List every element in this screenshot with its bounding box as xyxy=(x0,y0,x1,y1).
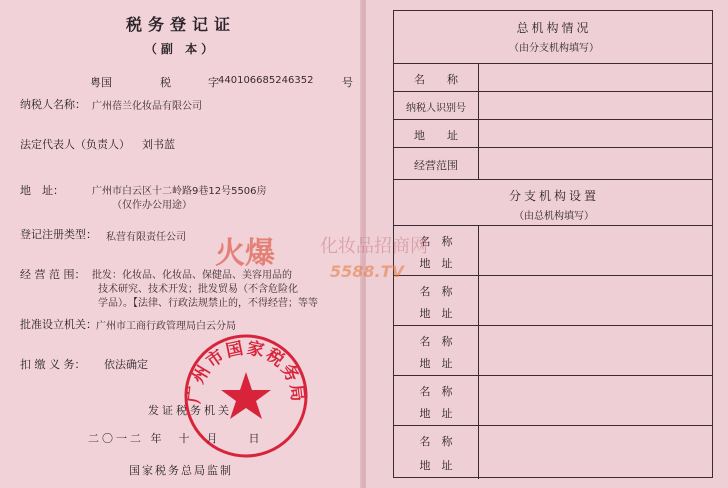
field-value-withholding: 依法确定 xyxy=(104,358,148,371)
branch-4-name: 名 称 xyxy=(419,385,453,398)
number-prefix: 粤国 xyxy=(90,76,112,89)
certificate-subtitle: （副 本） xyxy=(144,42,218,56)
field-value-reg-type: 私营有限责任公司 xyxy=(106,232,186,243)
branch-2-name: 名 称 xyxy=(419,285,453,298)
number-mid: 税 xyxy=(160,76,171,89)
field-value-address: 广州市白云区十二岭路9巷12号5506房 xyxy=(92,186,267,197)
field-value-address-note: （仅作办公用途） xyxy=(112,200,192,211)
number-char: 字 xyxy=(208,76,219,89)
field-label-legal-rep: 法定代表人（负责人） xyxy=(20,138,130,151)
tax-id-number: 440106685246352 xyxy=(218,75,314,86)
branch-title: 分支机构设置 xyxy=(508,189,599,203)
left-page xyxy=(0,0,362,488)
field-value-legal-rep: 刘书蓝 xyxy=(142,138,175,151)
branch-3-address: 地 址 xyxy=(419,357,453,370)
field-label-address: 地 址： xyxy=(20,184,64,197)
branch-3-name: 名 称 xyxy=(419,335,453,348)
field-label-taxpayer-name: 纳税人名称： xyxy=(20,98,86,111)
issue-date: 二〇一二 年 十 月 日 xyxy=(88,432,263,445)
branch-2-address: 地 址 xyxy=(419,307,453,320)
branch-subtitle: （由总机构填写） xyxy=(514,211,594,222)
field-label-business-scope: 经 营 范 围： xyxy=(20,268,86,281)
field-label-approval-authority: 批准设立机关： xyxy=(20,318,97,331)
branch-5-address: 地 址 xyxy=(419,459,453,472)
branch-info-table xyxy=(393,10,713,478)
field-value-business-scope-2: 技术研究、技术开发；批发贸易（不含危险化 xyxy=(98,284,298,295)
supervised-by: 国家税务总局监制 xyxy=(129,464,233,477)
field-value-approval-authority: 广州市工商行政管理局白云分局 xyxy=(96,321,236,332)
branch-5-name: 名 称 xyxy=(419,435,453,448)
field-value-taxpayer-name: 广州蓓兰化妆品有限公司 xyxy=(92,101,202,112)
seal-text: 广州市国家税务局 xyxy=(184,338,308,405)
field-label-withholding: 扣 缴 义 务： xyxy=(20,358,86,371)
head-office-title: 总机构情况 xyxy=(516,21,592,35)
field-label-reg-type: 登记注册类型： xyxy=(20,228,97,241)
branch-1-address: 地 址 xyxy=(419,257,453,270)
number-suffix: 号 xyxy=(342,76,353,89)
issuing-authority-label: 发证税务机关 xyxy=(148,404,232,417)
field-value-business-scope-3: 学品）。【法律、行政法规禁止的，不得经营；等等 xyxy=(98,298,318,309)
head-row-address: 地 址 xyxy=(414,129,458,142)
field-value-business-scope-1: 批发：化妆品、化妆品、保健品、美容用品的 xyxy=(92,270,292,281)
certificate-title: 税务登记证 xyxy=(125,15,236,34)
watermark-brand: 火爆 xyxy=(215,236,275,271)
branch-1-name: 名 称 xyxy=(419,235,453,248)
watermark-site: 化妆品招商网 xyxy=(320,236,428,257)
head-row-name: 名 称 xyxy=(414,73,458,86)
head-row-scope: 经营范围 xyxy=(414,159,458,172)
watermark-url: 5588.TV xyxy=(330,262,404,281)
branch-4-address: 地 址 xyxy=(419,407,453,420)
head-row-tax-id: 纳税人识别号 xyxy=(406,103,466,114)
head-office-subtitle: （由分支机构填写） xyxy=(509,43,599,54)
